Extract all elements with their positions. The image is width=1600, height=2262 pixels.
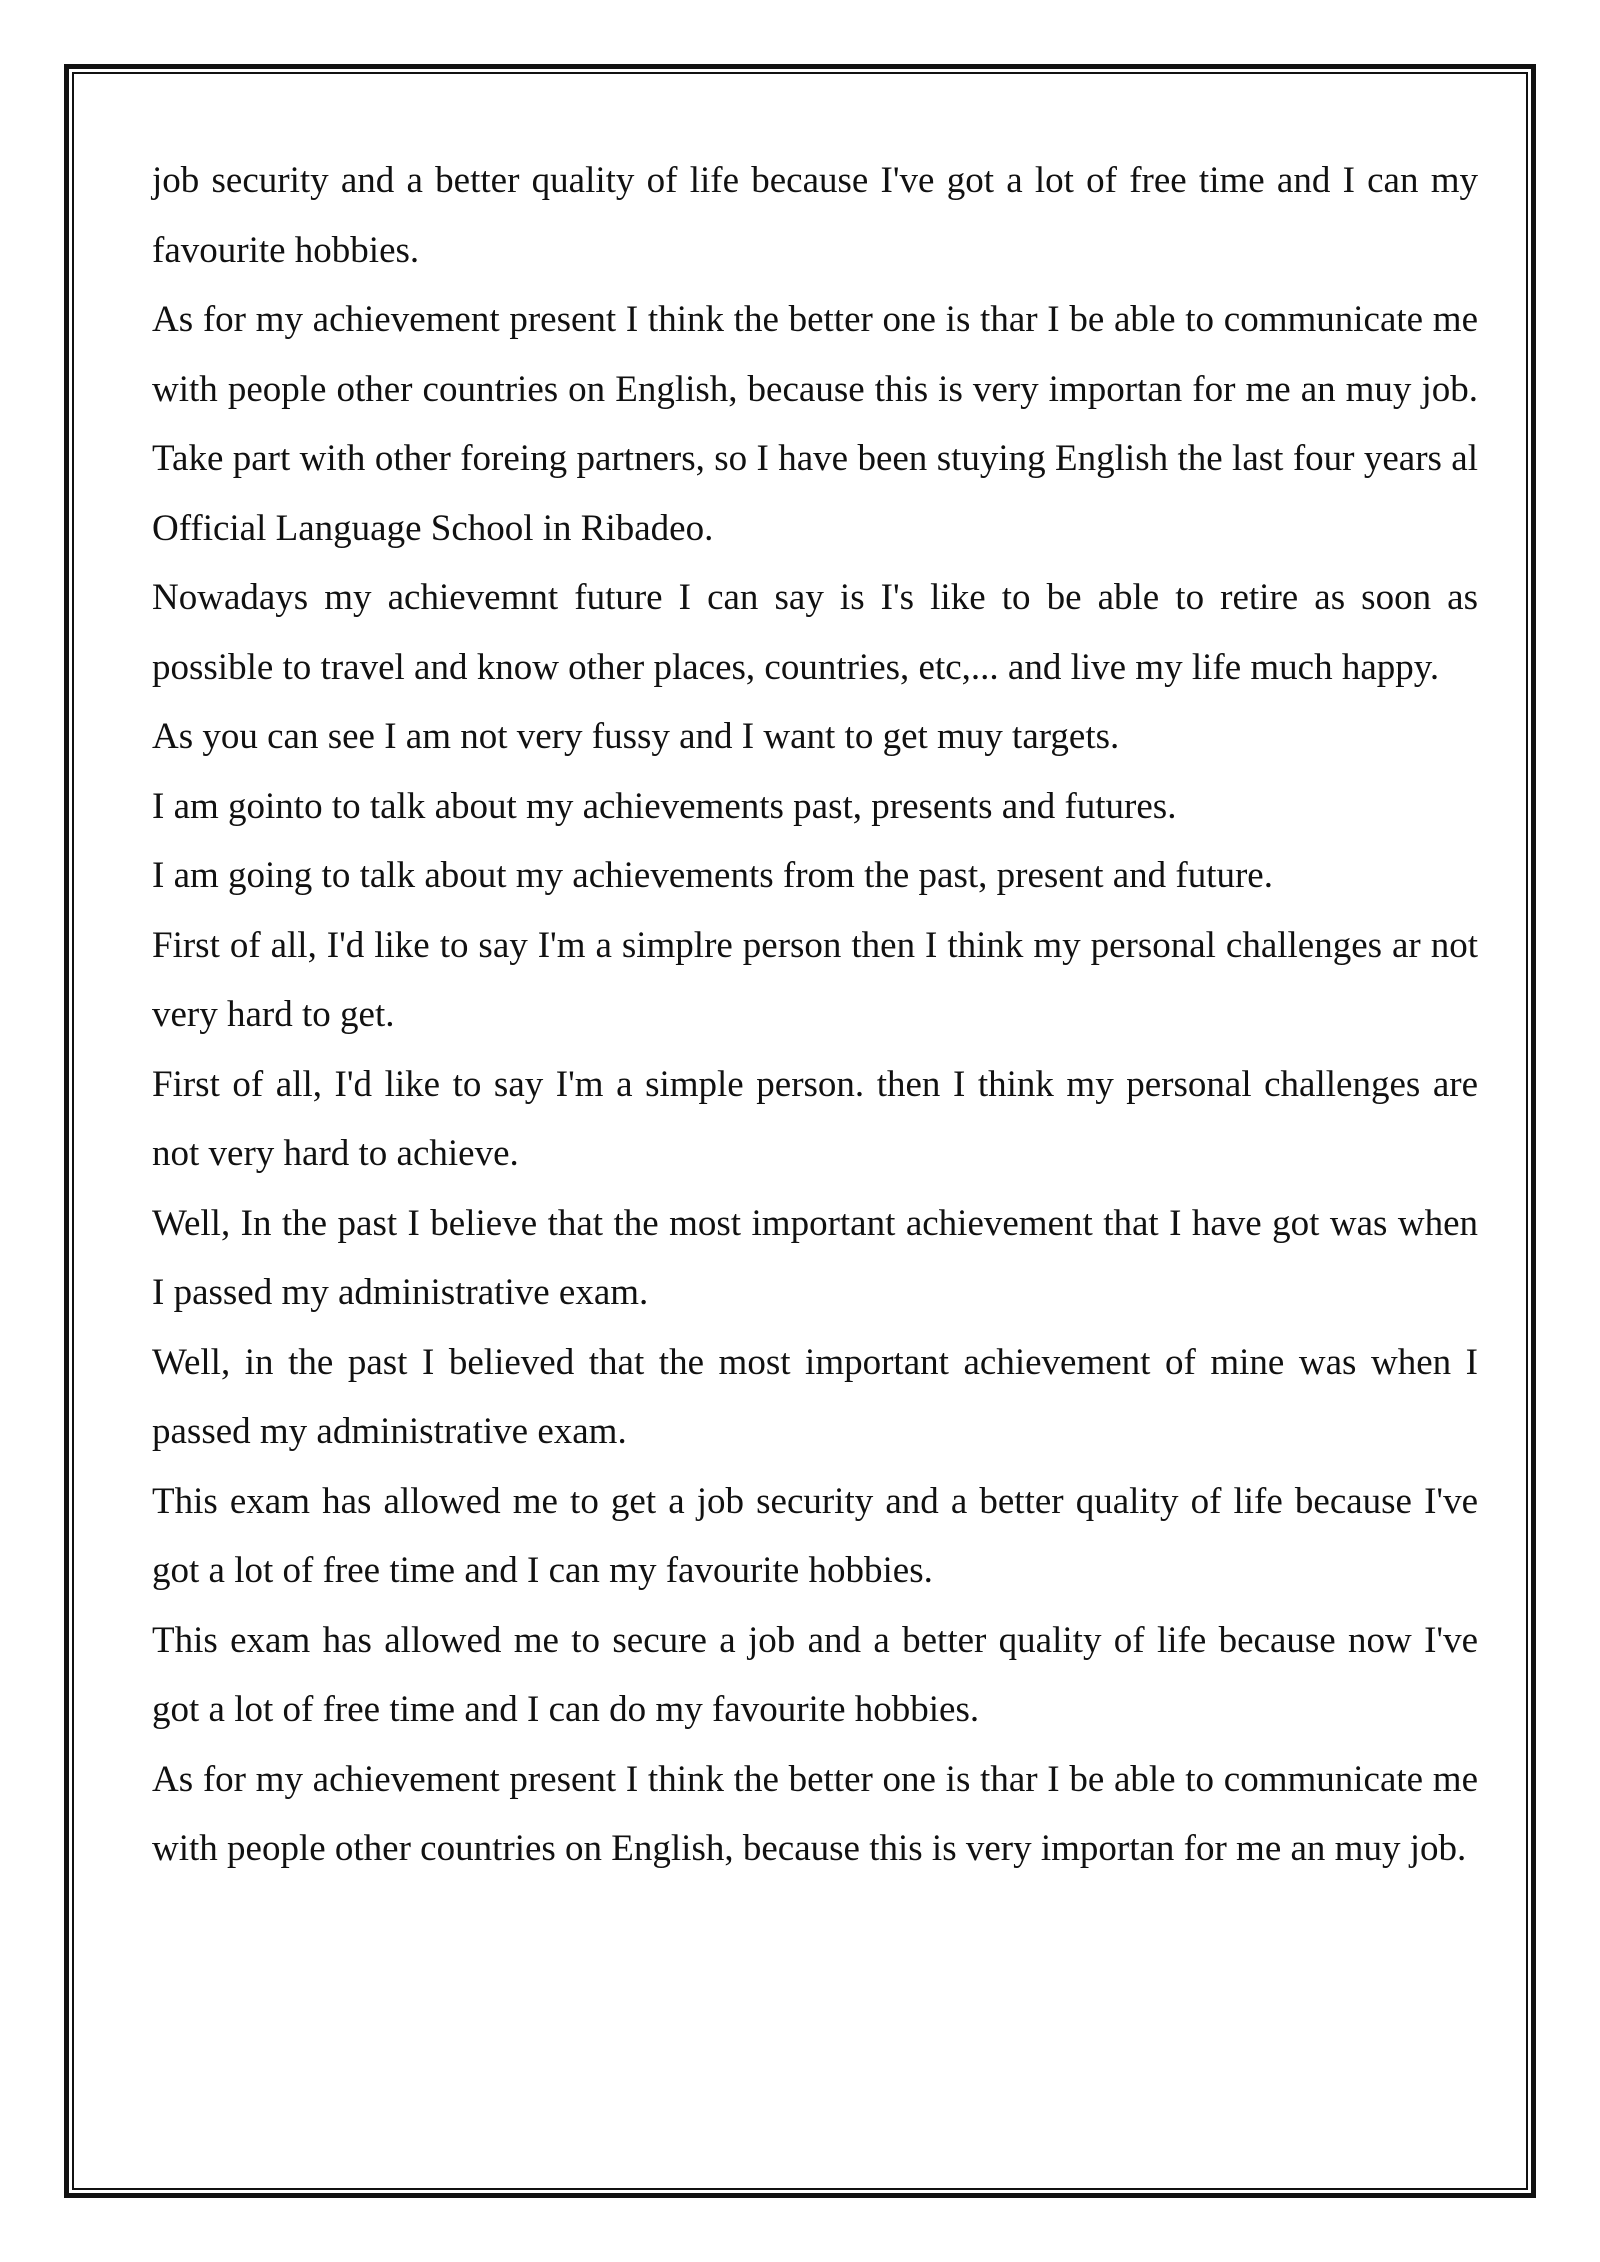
paragraph: As for my achievement present I think the better one is thar I be able to communicate me with people other countries on English, because this is very importan for me an muy job. Take part with other foreing partners, so I have been stuying English the last four years al Official Language School in Ribadeo. bbox=[152, 299, 1478, 549]
paragraph: Well, In the past I believe that the most important achievement that I have got was when I passed my administrative exam. bbox=[152, 1202, 1478, 1313]
paragraph: First of all, I'd like to say I'm a simplre person then I think my personal challenges ar not very hard to get. bbox=[152, 924, 1478, 1035]
paragraph: Nowadays my achievemnt future I can say is I's like to be able to retire as soon as possible to travel and know other places, countries, etc,... and live my life much happy. bbox=[152, 577, 1478, 688]
paragraph: I am going to talk about my achievements from the past, present and future. bbox=[152, 855, 1273, 896]
paragraph: This exam has allowed me to get a job security and a better quality of life because I've got a lot of free time and I can my favourite hobbies. bbox=[152, 1480, 1478, 1591]
paragraph: I am gointo to talk about my achievements past, presents and futures. bbox=[152, 785, 1177, 827]
paragraph: This exam has allowed me to secure a job and a better quality of life because now I've got a lot of free time and I can do my favourite hobbies. bbox=[152, 1619, 1478, 1730]
paragraph: job security and a better quality of life because I've got a lot of free time and I can my favourite hobbies. bbox=[152, 160, 1478, 271]
paragraph: As you can see I am not very fussy and I want to get muy targets. bbox=[152, 716, 1120, 757]
paragraph: As for my achievement present I think the better one is thar I be able to communicate me with people other countries on English, because this is very importan for me an muy job. bbox=[152, 1758, 1478, 1869]
paragraph: Well, in the past I believed that the most important achievement of mine was when I passed my administrative exam. bbox=[152, 1341, 1478, 1452]
document-body bbox=[152, 146, 1478, 1884]
paragraph: First of all, I'd like to say I'm a simple person. then I think my personal challenges are not very hard to achieve. bbox=[152, 1063, 1478, 1174]
